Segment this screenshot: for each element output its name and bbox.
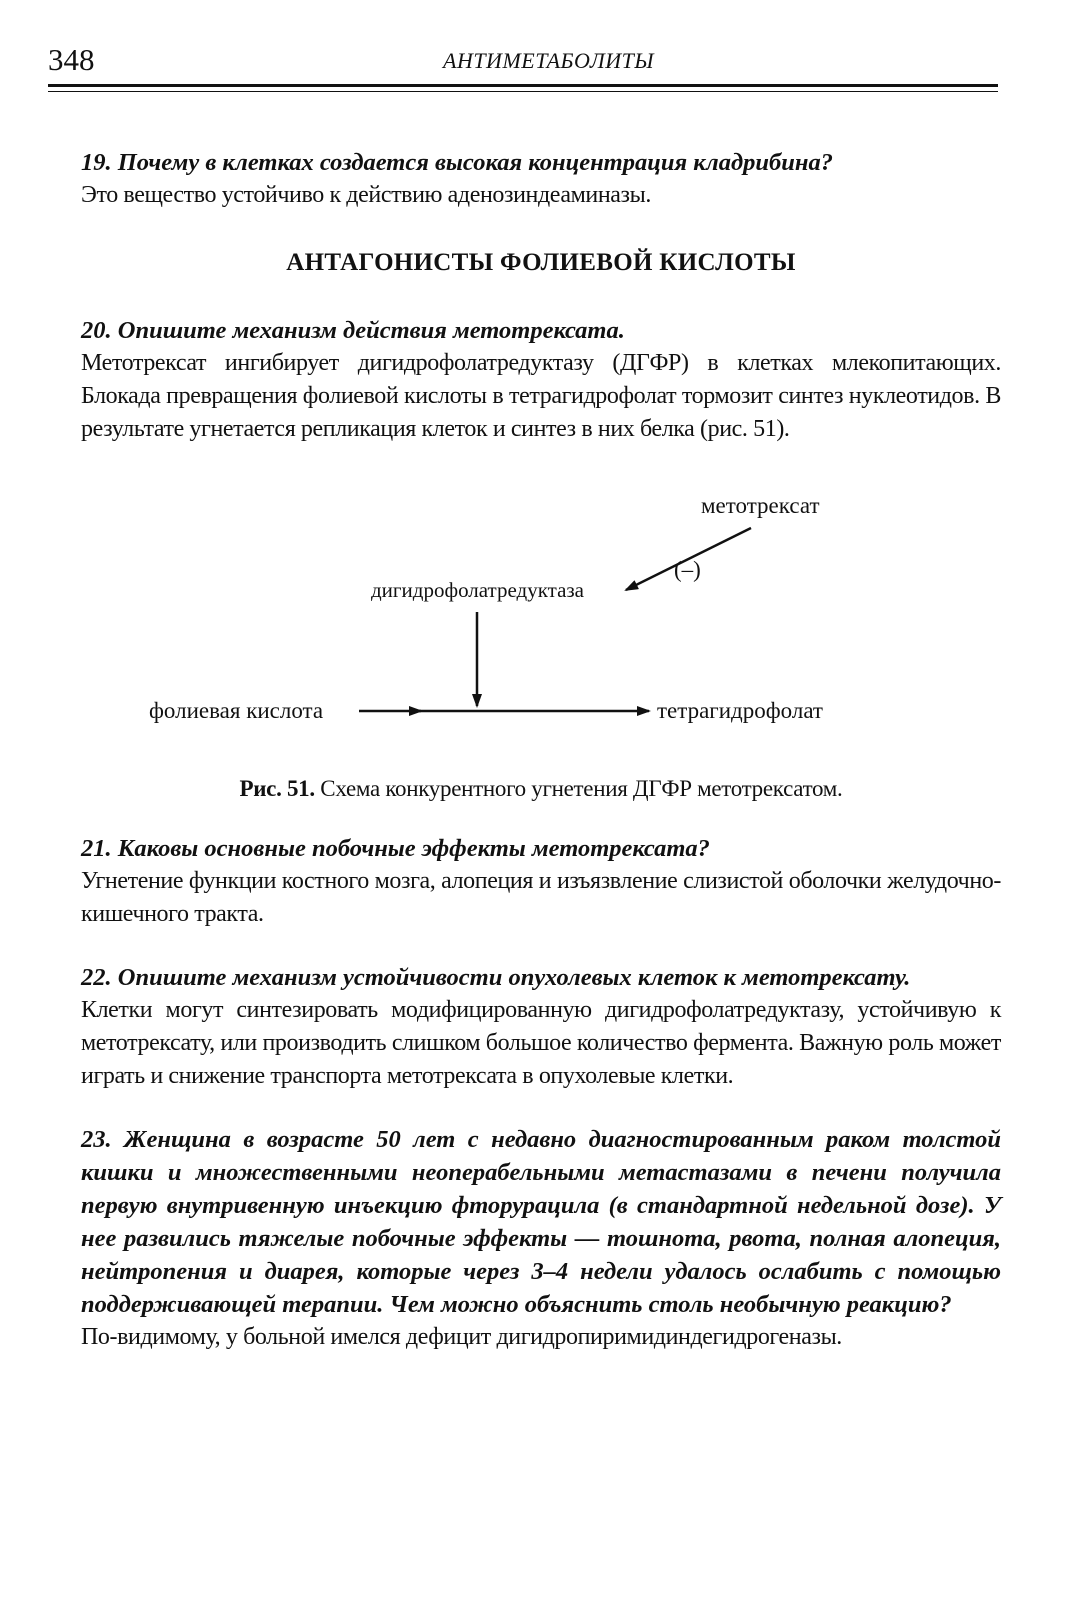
header-rule-thick <box>48 84 998 87</box>
label-tetrahydrofolate: тетрагидрофолат <box>657 698 823 723</box>
answer-22: Клетки могут синтезировать модифицированную дигидрофолатредуктазу, устойчивую к метотрексату, или производить слишком большое количество фермента. Важную роль может играть и снижение транспорта метотрексата в опухолевые клетки. <box>81 997 1001 1089</box>
question-22: 22. Опишите механизм устойчивости опухолевых клеток к метотрексату. <box>81 964 911 991</box>
question-19: 19. Почему в клетках создается высокая концентрация кладрибина? <box>81 149 833 176</box>
answer-23: По-видимому, у больной имелся дефицит дигидропиримидиндегидрогеназы. <box>81 1324 842 1350</box>
answer-21: Угнетение функции костного мозга, алопеция и изъязвление слизистой оболочки желудочно-кишечного тракта. <box>81 868 1001 927</box>
page-header <box>48 40 1008 80</box>
section-title: АНТАГОНИСТЫ ФОЛИЕВОЙ КИСЛОТЫ <box>286 249 796 276</box>
question-21: 21. Каковы основные побочные эффекты метотрексата? <box>81 835 710 862</box>
caption-prefix: Рис. 51. <box>239 776 315 801</box>
question-20: 20. Опишите механизм действия метотрексата. <box>81 317 625 344</box>
caption-text: Схема конкурентного угнетения ДГФР метотрексатом. <box>314 776 843 801</box>
header-rule-thin <box>48 91 998 92</box>
figure-caption <box>81 774 1001 804</box>
question-23: 23. Женщина в возрасте 50 лет с недавно диагностированным раком толстой кишки и множественными неоперабельными метастазами в печени получила первую внутривенную инъекцию фторурацила (в стандартной недельной дозе). У нее развились тяжелые побочные эффекты — тошнота, рвота, полная алопеция, нейтропения и диарея, которые через 3–4 недели удалось ослабить с помощью поддерживающей терапии. Чем можно объяснить столь необычную реакцию? <box>81 1126 1001 1318</box>
answer-19: Это вещество устойчиво к действию аденозиндеаминазы. <box>81 182 651 208</box>
page-number: 348 <box>48 42 95 77</box>
label-enzyme: дигидрофолатредуктаза <box>371 578 585 602</box>
page-content <box>81 146 1001 1354</box>
label-inhibition-sign: (–) <box>674 557 701 582</box>
running-head: АНТИМЕТАБОЛИТЫ <box>443 48 655 73</box>
label-folic-acid: фолиевая кислота <box>149 698 324 723</box>
figure-51 <box>81 468 1001 768</box>
label-methotrexate: метотрексат <box>701 493 820 518</box>
answer-20: Метотрексат ингибирует дигидрофолатредуктазу (ДГФР) в клетках млекопитающих. Блокада превращения фолиевой кислоты в тетрагидрофолат тормозит синтез нуклеотидов. В результате угнетается репликация клеток и синтез в них белка (рис. 51). <box>81 350 1001 442</box>
